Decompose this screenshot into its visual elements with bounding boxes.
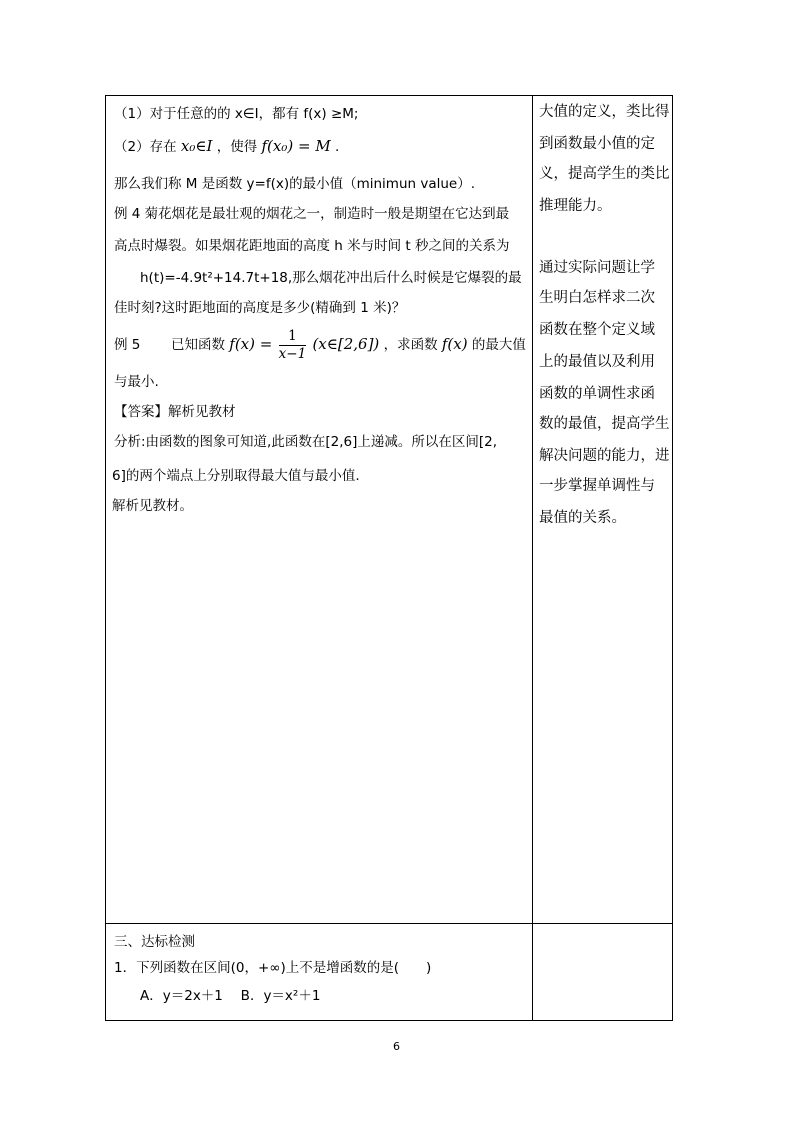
example-4-line-2: 高点时爆裂。如果烟花距地面的高度 h 米与时间 t 秒之间的关系为 [114, 238, 510, 254]
example-4-line-1: 例 4 菊花烟花是最壮观的烟花之一，制造时一般是期望在它达到最 [114, 206, 510, 222]
content-cell [106, 96, 533, 924]
fraction-numerator: 1 [279, 328, 307, 346]
example-5-text-3: 的最大值 [471, 337, 526, 353]
note-line: 通过实际问题让学 [539, 260, 655, 276]
check-cell [106, 924, 533, 1021]
question-1-options: A．y＝2x＋1 B．y＝x²＋1 [140, 988, 321, 1004]
condition-2-equation: f(x₀) = M [261, 137, 331, 155]
question-1: 1．下列函数在区间(0，+∞)上不是增函数的是( ) [114, 960, 432, 976]
analysis-line-3: 解析见教材。 [112, 498, 193, 514]
note-line: 生明白怎样求二次 [539, 290, 655, 306]
example-5-function-2: f(x) [441, 335, 468, 353]
check-notes-cell [533, 924, 673, 1021]
note-line: 到函数最小值的定 [539, 136, 655, 152]
example-5-line-1 [114, 324, 526, 365]
note-line: 义，提高学生的类比 [539, 166, 670, 182]
note-line: 推理能力。 [539, 198, 612, 214]
analysis-line-2: 6]的两个端点上分别取得最大值与最小值. [112, 468, 360, 484]
page-number: 6 [393, 1040, 400, 1053]
note-line: 大值的定义，类比得 [539, 104, 670, 120]
check-heading: 三、达标检测 [114, 934, 195, 950]
minimum-definition: 那么我们称 M 是函数 y=f(x)的最小值（minimun value）. [114, 176, 476, 192]
example-5-label: 例 5 [114, 337, 141, 353]
example-5-fraction [279, 328, 307, 363]
condition-2-prefix: （2）存在 [114, 139, 177, 155]
example-5-text: 已知函数 [170, 337, 225, 353]
example-5-function: f(x) = [229, 335, 273, 353]
note-line: 最值的关系。 [539, 510, 626, 526]
condition-2-mid: ，使得 [216, 139, 258, 155]
fraction-denominator: x−1 [278, 345, 307, 362]
condition-2-x0: x₀∈I [180, 137, 213, 155]
notes-cell [533, 96, 673, 924]
example-5-domain: (x∈[2,6]) [312, 335, 380, 353]
note-line: 数的最值，提高学生 [539, 416, 670, 432]
note-line: 上的最值以及利用 [539, 354, 655, 370]
note-line: 函数在整个定义域 [539, 322, 655, 338]
example-4-line-4: 佳时刻?这时距地面的高度是多少(精确到 1 米)？ [114, 300, 406, 316]
note-line: 解决问题的能力，进 [539, 448, 670, 464]
example-4-line-3: h(t)=-4.9t²+14.7t+18,那么烟花冲出后什么时候是它爆裂的最 [140, 270, 522, 286]
analysis-line-1: 分析:由函数的图象可知道,此函数在[2,6]上递减。所以在区间[2, [114, 434, 497, 450]
note-line: 函数的单调性求函 [539, 386, 655, 402]
condition-2 [114, 136, 339, 157]
condition-2-end: . [335, 139, 340, 155]
lesson-table [105, 95, 673, 1021]
answer-label: 【答案】解析见教材 [114, 404, 236, 420]
example-5-text-2: ，求函数 [383, 337, 438, 353]
example-5-line-2: 与最小. [114, 374, 159, 390]
condition-1: （1）对于任意的的 x∈I，都有 f(x) ≥M; [114, 106, 359, 122]
note-line: 一步掌握单调性与 [539, 478, 655, 494]
